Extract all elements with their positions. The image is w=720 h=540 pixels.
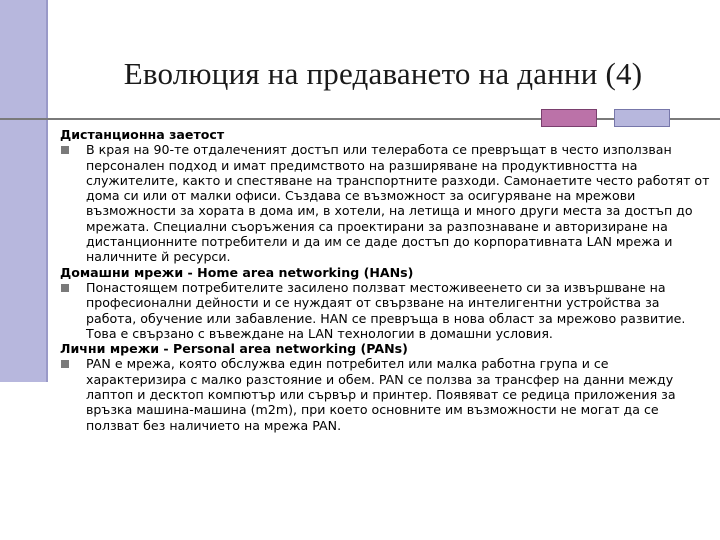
section-heading-han: Домашни мрежи - Home area networking (HANs) <box>60 264 414 280</box>
title-divider <box>0 118 720 120</box>
bullet-text: В края на 90-те отдалеченият достъп или телеработа се превръщат в често използван персонален подход и имат предимството на разширяване на продуктивността на служителите, както и спестяване на транспортните разходи. Самонаетите често работят от дома си или от малки офиси. Създава се възможност за осигуряване на мрежови възможности за хората в дома им, в хотели, на летища и много други места за достъп до мрежата. Специални съоръжения са проектирани за разпознаване и авторизиране на дистанционните потребители и да им се даде достъп до корпоративната LAN мрежа и наличните й ресурси. <box>86 142 710 265</box>
square-bullet-icon <box>61 360 69 368</box>
bullet-text: Понастоящем потребителите засилено ползват местоживеенето си за извършване на професионални дейности и се нуждаят от свързване на интелигентни устройства за работа, обучение или забавление. HAN се превръща в нова област за мрежово развитие. Това е свързано с въвеждане на LAN технологии в домашни условия. <box>86 279 686 341</box>
bullet-pan <box>60 356 712 432</box>
slide-body <box>60 127 712 433</box>
section-heading-pan: Лични мрежи - Personal area networking (PANs) <box>60 341 408 357</box>
divider-accent-lavender <box>614 109 670 127</box>
bullet-han <box>60 280 712 341</box>
square-bullet-icon <box>61 146 69 154</box>
bullet-text: PAN е мрежа, която обслужва един потребител или малка работна група и се характеризира с малко разстояние и обем. PAN се ползва за трансфер на данни между лаптоп и десктоп компютър или сървър и принтер. Появяват се редица приложения за връзка машина-машина (m2m), при което основните им възможности не могат да се ползват без наличието на мрежа PAN. <box>86 356 676 433</box>
divider-accent-magenta <box>541 109 597 127</box>
square-bullet-icon <box>61 284 69 292</box>
bullet-remote-work <box>60 142 712 264</box>
left-decorative-bar <box>0 0 48 382</box>
slide-title: Еволюция на предаването на данни (4) <box>123 56 643 91</box>
section-heading-remote-work: Дистанционна заетост <box>60 127 225 142</box>
